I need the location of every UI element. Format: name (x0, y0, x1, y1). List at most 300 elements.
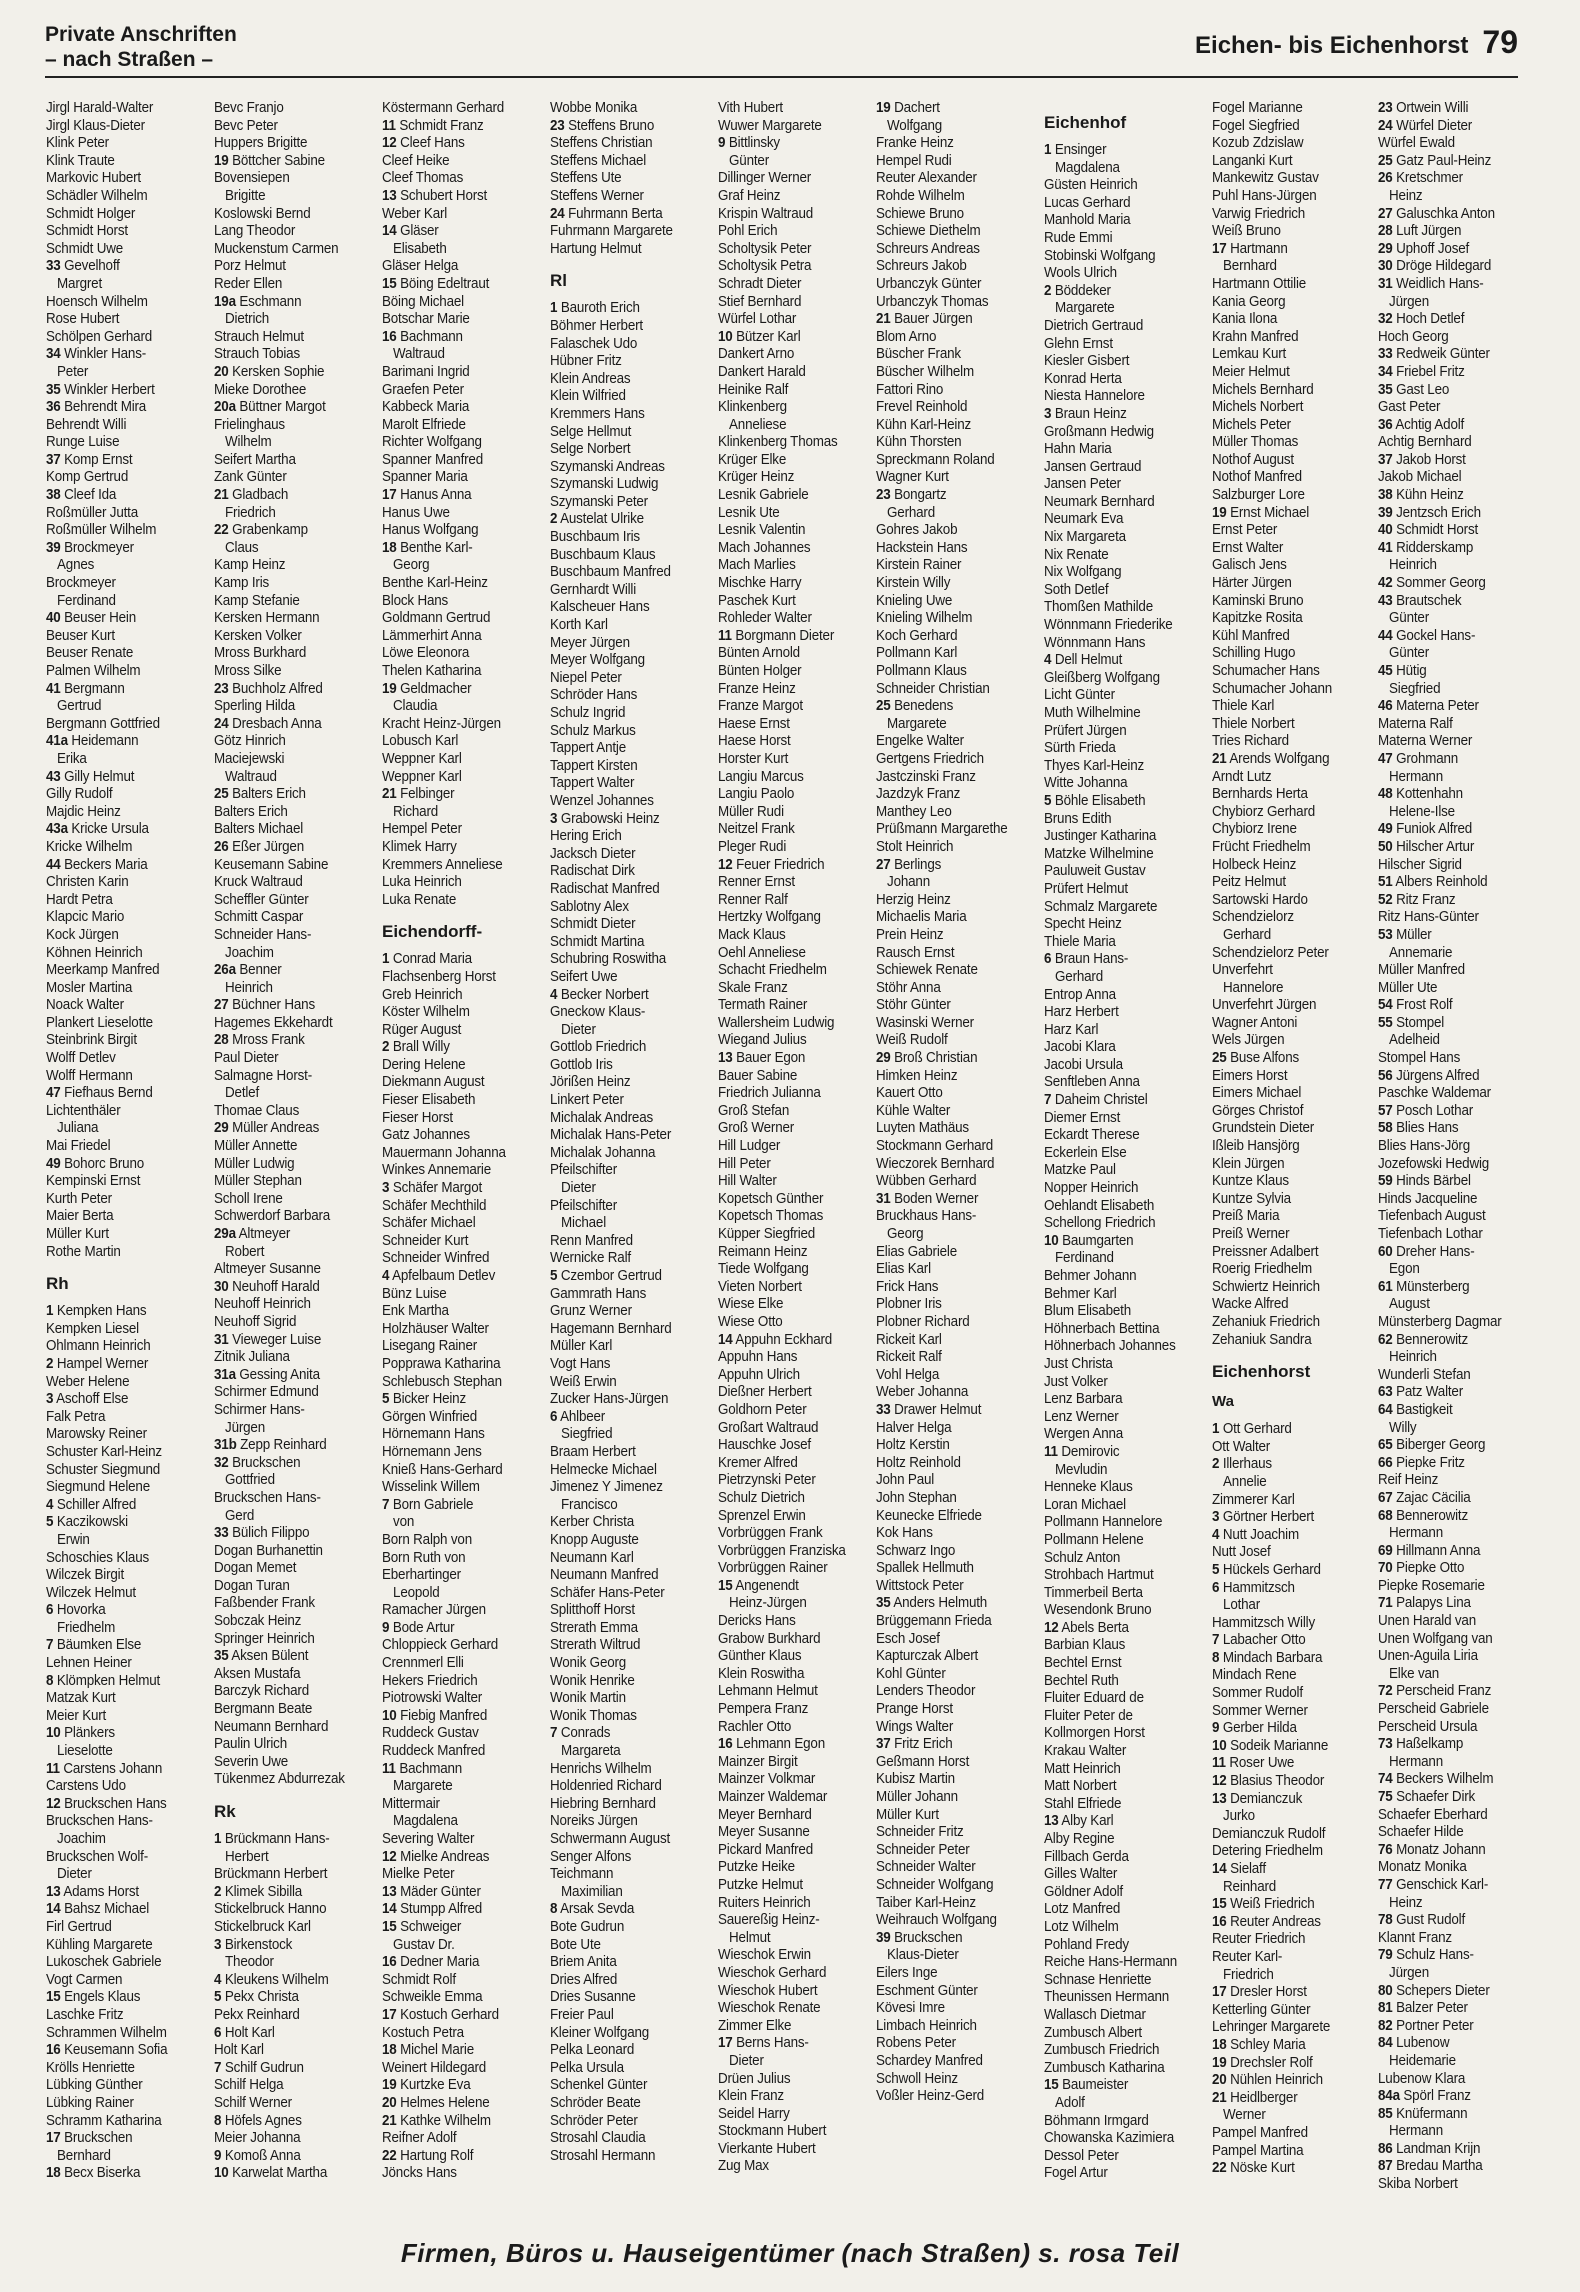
directory-entry: Dogan Memet (214, 1560, 297, 1577)
street-heading: Eichenhof (1044, 113, 1127, 132)
entry-continuation: Werner (1223, 2107, 1266, 2124)
directory-entry: Wobbe Monika (550, 100, 638, 116)
house-number: 5 (1044, 792, 1052, 809)
directory-entry: Stompel Hans (1378, 1050, 1461, 1067)
directory-entry: 62 Bennerowitz (1378, 1331, 1468, 1348)
directory-entry: Kühn Karl-Heinz (876, 416, 972, 433)
directory-entry: Botschar Marie (382, 311, 470, 328)
directory-entry: Muckenstum Carmen (214, 240, 339, 257)
directory-entry: Schradt Dieter (718, 275, 802, 292)
house-number: 28 (1378, 223, 1393, 240)
directory-entry: 7 Schilf Gudrun (214, 2059, 304, 2076)
house-number: 38 (1378, 487, 1393, 504)
house-number: 70 (1378, 1560, 1393, 1577)
directory-entry: Stockmann Gerhard (876, 1138, 994, 1155)
directory-entry: Kühle Walter (876, 1102, 951, 1119)
entry-continuation: Joachim (57, 1831, 106, 1847)
directory-entry: 55 Stompel (1378, 1014, 1445, 1031)
directory-entry: Unen Wolfgang van (1378, 1630, 1493, 1647)
house-number: 51 (1378, 874, 1393, 891)
directory-entry: Faßbender Frank (214, 1595, 315, 1612)
directory-entry: Schnase Henriette (1044, 1971, 1152, 1988)
directory-entry: Schölpen Gerhard (46, 328, 153, 345)
house-number: 27 (876, 856, 891, 873)
directory-entry: 39 Brockmeyer (46, 539, 134, 556)
house-number: 64 (1378, 1401, 1393, 1418)
directory-entry: Zumbusch Albert (1044, 2024, 1142, 2041)
house-number: 43a (46, 821, 68, 838)
directory-entry: Rickeit Karl (876, 1331, 942, 1348)
directory-entry: 14 Sielaff (1212, 1861, 1266, 1877)
directory-entry: 35 Gast Leo (1378, 381, 1450, 398)
directory-entry: Müller Ludwig (214, 1155, 295, 1172)
directory-entry: Kleiner Wolfgang (550, 2024, 650, 2041)
directory-entry: Tries Richard (1212, 733, 1289, 750)
directory-entry: 73 Haßelkamp (1378, 1736, 1464, 1753)
directory-entry: Porz Helmut (214, 258, 286, 275)
directory-entry: Manhold Maria (1044, 212, 1131, 229)
directory-entry: Spanner Manfred (382, 451, 483, 468)
directory-entry: Hertzky Wolfgang (718, 909, 821, 926)
directory-entry: Jörißen Heinz (550, 1074, 631, 1091)
directory-entry: Steffens Christian (550, 135, 653, 152)
directory-entry: Arndt Lutz (1212, 768, 1272, 785)
directory-entry: Ott Walter (1212, 1438, 1271, 1455)
house-number: 11 (1212, 1755, 1226, 1772)
entry-continuation: Gerhard (887, 504, 936, 521)
directory-entry: Ruiters Heinrich (718, 1894, 811, 1911)
directory-entry: Grundstein Dieter (1212, 1120, 1315, 1137)
house-number: 21 (876, 311, 891, 328)
directory-entry: Schendzielorz Peter (1212, 944, 1329, 961)
directory-entry: Knieling Uwe (876, 592, 953, 609)
directory-entry: Esch Josef (876, 1630, 940, 1647)
directory-entry: 58 Blies Hans (1378, 1120, 1459, 1137)
directory-entry: Eckardt Therese (1044, 1127, 1140, 1144)
directory-entry: Tiefenbach Lothar (1378, 1226, 1483, 1242)
directory-entry: Schneider Hans- (214, 926, 312, 943)
directory-entry: Schubring Roswitha (550, 951, 667, 968)
entry-continuation: Waltraud (393, 346, 445, 363)
house-number: 7 (1212, 1632, 1220, 1649)
directory-entry: Sartowski Hardo (1212, 891, 1308, 908)
directory-entry: Glehn Ernst (1044, 335, 1113, 352)
house-number: 9 (1212, 1720, 1220, 1737)
entry-continuation: Claudia (393, 698, 438, 715)
directory-entry: Höhnerbach Johannes (1044, 1338, 1176, 1355)
directory-entry: 21 Heidlberger (1212, 2089, 1298, 2106)
directory-entry: Mittermair (382, 1795, 440, 1812)
house-number: 68 (1378, 1507, 1393, 1524)
directory-entry: Schreurs Jakob (876, 258, 967, 275)
directory-entry: 28 Mross Frank (214, 1032, 305, 1049)
directory-entry: Hübner Fritz (550, 353, 622, 370)
directory-entry: Matzke Paul (1044, 1162, 1116, 1179)
directory-entry: Frielinghaus (214, 416, 285, 433)
house-number: 35 (876, 1595, 891, 1612)
entry-continuation: Lothar (1223, 1597, 1261, 1614)
directory-entry: Sürth Frieda (1044, 740, 1116, 757)
directory-entry: Hörnemann Hans (382, 1426, 485, 1443)
house-number: 4 (214, 1971, 222, 1988)
directory-entry: 33 Redweik Günter (1378, 346, 1490, 363)
directory-entry: 31b Zepp Reinhard (214, 1437, 327, 1454)
directory-column-1 (46, 100, 216, 2212)
directory-entry: Klink Traute (46, 152, 115, 169)
directory-entry: Hoch Georg (1378, 328, 1449, 345)
house-number: 4 (46, 1496, 54, 1513)
directory-entry: Schädler Wilhelm (46, 187, 148, 204)
directory-entry: 37 Fritz Erich (876, 1736, 953, 1753)
directory-entry: Pelka Leonard (550, 2042, 635, 2059)
directory-entry: Runge Luise (46, 434, 120, 451)
directory-entry: 19 Böttcher Sabine (214, 152, 325, 169)
house-number: 4 (382, 1268, 390, 1284)
house-number: 17 (718, 2035, 733, 2052)
directory-entry: Meyer Jürgen (550, 634, 630, 651)
directory-entry: Dries Alfred (550, 1971, 618, 1988)
directory-entry: Würfel Lothar (718, 311, 797, 328)
directory-entry: Lehringer Margarete (1212, 2019, 1331, 2036)
directory-entry: Witte Johanna (1044, 775, 1128, 792)
directory-entry: Bovensiepen (214, 170, 290, 187)
directory-entry: Rude Emmi (1044, 229, 1113, 246)
directory-entry: Ketterling Günter (1212, 2001, 1311, 2018)
directory-entry: Göldner Adolf (1044, 1883, 1123, 1900)
directory-entry: 5 Böhle Elisabeth (1044, 792, 1146, 809)
directory-entry: Eilers Inge (876, 1964, 938, 1981)
directory-entry: Zumbusch Friedrich (1044, 2042, 1160, 2059)
directory-entry: Beuser Kurt (46, 627, 115, 644)
directory-entry: Schneider Fritz (876, 1824, 964, 1841)
house-number: 19 (876, 100, 891, 116)
directory-entry: Harz Karl (1044, 1021, 1099, 1038)
house-number: 14 (46, 1901, 61, 1918)
directory-entry: 68 Bennerowitz (1378, 1507, 1468, 1524)
directory-entry: Weber Helene (46, 1373, 130, 1390)
directory-entry: 15 Schweiger (382, 1918, 462, 1935)
directory-entry: 84a Spörl Franz (1378, 2088, 1471, 2105)
directory-entry: Manthey Leo (876, 803, 952, 820)
house-number: 29 (214, 1120, 229, 1137)
directory-entry: 29 Uphoff Josef (1378, 240, 1470, 257)
directory-entry: Böhmann Irmgard (1044, 2112, 1149, 2129)
directory-entry: Muth Wilhelmine (1044, 705, 1141, 721)
directory-entry: Groß Stefan (718, 1102, 790, 1119)
directory-entry: Blies Hans-Jörg (1378, 1138, 1471, 1155)
directory-entry: 10 Fiebig Manfred (382, 1707, 488, 1724)
directory-entry: Thiele Maria (1044, 933, 1116, 950)
directory-entry: Neumann Karl (550, 1549, 634, 1566)
house-number: 5 (214, 1989, 222, 2006)
entry-continuation: Wilhelm (225, 434, 272, 451)
directory-entry: 1 Ott Gerhard (1212, 1421, 1292, 1438)
directory-entry: 87 Bredau Martha (1378, 2158, 1483, 2175)
directory-entry: Jöncks Hans (382, 2165, 457, 2182)
house-number: 2 (46, 1355, 54, 1372)
directory-entry: Skale Franz (718, 979, 788, 996)
directory-entry: 2 Klimek Sibilla (214, 1883, 303, 1900)
house-number: 37 (1378, 451, 1393, 468)
directory-entry: Unen-Aguila Liria (1378, 1648, 1478, 1665)
directory-entry: Salzburger Lore (1212, 487, 1305, 504)
house-number: 13 (382, 1883, 397, 1900)
directory-entry: 5 Pekx Christa (214, 1989, 299, 2006)
entry-continuation: Dieter (561, 1180, 596, 1197)
directory-entry: Pfeilschifter (550, 1162, 618, 1179)
directory-entry: Wisselink Willem (382, 1479, 480, 1496)
directory-entry: Kania Ilona (1212, 311, 1278, 328)
directory-entry: Strohbach Hartmut (1044, 1567, 1154, 1584)
directory-entry: Hartung Helmut (550, 240, 642, 257)
house-number: 65 (1378, 1437, 1393, 1454)
directory-entry: Blum Elisabeth (1044, 1303, 1131, 1320)
house-number: 5 (382, 1391, 390, 1408)
directory-entry: Paulin Ulrich (214, 1736, 287, 1753)
directory-entry: Wolff Hermann (46, 1067, 133, 1084)
directory-entry: 17 Hartmann (1212, 240, 1288, 257)
directory-entry: Thomßen Mathilde (1044, 599, 1153, 616)
house-number: 2 (1212, 1456, 1220, 1473)
directory-entry: Wallersheim Ludwig (718, 1014, 835, 1031)
directory-entry: Born Ruth von (382, 1549, 466, 1566)
directory-entry: Selge Hellmut (550, 423, 632, 440)
house-number: 60 (1378, 1243, 1393, 1260)
directory-entry: Scheffler Günter (214, 891, 309, 908)
directory-entry: 19 Ernst Michael (1212, 504, 1310, 521)
directory-entry: Klinkenberg Thomas (718, 434, 838, 451)
directory-entry: Kricke Wilhelm (46, 838, 133, 855)
directory-entry: Reimann Heinz (718, 1243, 808, 1260)
directory-entry: Matzke Wilhelmine (1044, 845, 1154, 862)
directory-entry: Fluiter Eduard de (1044, 1690, 1144, 1707)
directory-entry: Bernhards Herta (1212, 786, 1308, 803)
house-number: 12 (718, 856, 733, 873)
directory-entry: Bruckschen Wolf- (46, 1848, 149, 1865)
directory-entry: Prein Heinz (876, 926, 944, 943)
directory-entry: 31a Gessing Anita (214, 1366, 320, 1383)
directory-entry: Gottlob Friedrich (550, 1039, 647, 1056)
entry-continuation: Hermann (1389, 1525, 1443, 1542)
directory-entry: 51 Albers Reinhold (1378, 874, 1488, 891)
directory-entry: Eckerlein Else (1044, 1144, 1127, 1161)
directory-entry: Chowanska Kazimiera (1044, 2130, 1175, 2147)
directory-entry: Plobner Richard (876, 1313, 970, 1330)
entry-continuation: Waltraud (225, 768, 277, 785)
directory-entry: Gläser Helga (382, 258, 459, 275)
directory-entry: Palmen Wilhelm (46, 663, 141, 679)
directory-entry: Küpper Siegfried (718, 1226, 816, 1242)
house-number: 19 (382, 2077, 397, 2094)
directory-entry: Knieß Hans-Gerhard (382, 1461, 503, 1478)
house-number: 84a (1378, 2088, 1400, 2105)
directory-entry: Benthe Karl-Heinz (382, 575, 488, 592)
entry-continuation: Margarete (887, 715, 947, 732)
house-number: 26 (214, 838, 229, 855)
directory-entry: Senger Alfons (550, 1848, 632, 1865)
directory-entry: Brückmann Herbert (214, 1866, 328, 1883)
directory-entry: 17 Bruckschen (46, 2130, 133, 2147)
directory-entry: 53 Müller (1378, 926, 1432, 943)
directory-entry: Krahn Manfred (1212, 328, 1299, 345)
directory-entry: Müller Annette (214, 1138, 298, 1155)
directory-entry: Putzke Heike (718, 1859, 795, 1876)
house-number: 52 (1378, 891, 1393, 908)
directory-entry: 61 Münsterberg (1378, 1278, 1470, 1295)
directory-entry: Kapitzke Rosita (1212, 610, 1303, 627)
directory-entry: 2 Hampel Werner (46, 1355, 149, 1372)
directory-entry: Schardey Manfred (876, 2052, 983, 2069)
directory-entry: 50 Hilscher Artur (1378, 838, 1475, 855)
directory-entry: 12 Mielke Andreas (382, 1848, 490, 1865)
directory-entry: 17 Dresler Horst (1212, 1984, 1307, 2001)
house-number: 10 (382, 1707, 397, 1724)
directory-entry: Kostuch Petra (382, 2024, 464, 2041)
directory-entry: Gilles Walter (1044, 1866, 1118, 1883)
directory-entry: 8 Klömpken Helmut (46, 1672, 161, 1689)
directory-entry: Lehnen Heiner (46, 1655, 132, 1672)
entry-continuation: Jurko (1223, 1808, 1255, 1825)
house-number: 8 (46, 1672, 54, 1689)
house-number: 38 (46, 487, 61, 504)
directory-entry: Puhl Hans-Jürgen (1212, 187, 1317, 204)
directory-entry: Bauer Sabine (718, 1067, 798, 1084)
directory-entry: 41a Heidemann (46, 733, 139, 750)
directory-entry: Mauermann Johanna (382, 1144, 506, 1161)
directory-entry: Weihrauch Wolfgang (876, 1912, 997, 1929)
directory-entry: Goldhorn Peter (718, 1401, 807, 1418)
directory-entry: Vierkante Hubert (718, 2140, 816, 2157)
directory-entry: Dericks Hans (718, 1613, 796, 1630)
directory-entry: 27 Berlings (876, 856, 942, 873)
directory-entry: Kohl Günter (876, 1665, 946, 1682)
directory-entry: Harz Herbert (1044, 1004, 1119, 1021)
directory-entry: Just Volker (1044, 1373, 1108, 1390)
directory-entry: Reif Heinz (1378, 1472, 1439, 1489)
directory-entry: Strauch Helmut (214, 328, 304, 345)
house-number: 10 (46, 1725, 61, 1742)
directory-entry: Demianczuk Rudolf (1212, 1825, 1326, 1842)
house-number: 17 (382, 2006, 397, 2023)
directory-entry: Lehmann Helmut (718, 1683, 818, 1700)
directory-entry: 23 Steffens Bruno (550, 117, 655, 134)
directory-entry: 11 Borgmann Dieter (718, 627, 835, 644)
directory-entry: Schirmer Hans- (214, 1401, 305, 1418)
directory-entry: Hagemes Ekkehardt (214, 1014, 333, 1031)
directory-entry: Münsterberg Dagmar (1378, 1313, 1502, 1330)
house-number: 34 (1378, 363, 1393, 380)
entry-continuation: Michael (561, 1215, 607, 1232)
directory-columns (46, 100, 1526, 2212)
directory-entry: Dietrich Gertraud (1044, 317, 1144, 334)
directory-entry: Pollmann Hannelore (1044, 1514, 1163, 1531)
directory-entry: 1 Bauroth Erich (550, 300, 640, 317)
directory-entry: Mross Silke (214, 663, 282, 679)
house-number: 36 (1378, 416, 1393, 433)
house-number: 7 (1044, 1092, 1052, 1109)
directory-entry: Gottlob Iris (550, 1056, 613, 1073)
directory-entry: Hinds Jacqueline (1378, 1190, 1478, 1207)
directory-entry: Gohres Jakob (876, 522, 958, 539)
entry-continuation: Egon (1389, 1261, 1420, 1278)
directory-entry: 1 Ensinger (1044, 142, 1107, 158)
directory-entry: Huppers Brigitte (214, 135, 308, 152)
house-number: 53 (1378, 926, 1393, 943)
house-number: 44 (1378, 627, 1393, 644)
entry-continuation: Gottfried (225, 1472, 275, 1489)
directory-entry: Lesnik Ute (718, 504, 780, 521)
directory-entry: 49 Bohorc Bruno (46, 1155, 145, 1172)
directory-entry: Thyes Karl-Heinz (1044, 757, 1145, 774)
house-number: 13 (46, 1883, 61, 1900)
directory-entry: Urbanczyk Thomas (876, 293, 989, 310)
directory-entry: Preissner Adalbert (1212, 1243, 1319, 1260)
house-number: 29 (876, 1050, 891, 1067)
house-number: 13 (382, 187, 397, 204)
directory-entry: 5 Czembor Gertrud (550, 1268, 662, 1284)
directory-entry: Schneider Walter (876, 1859, 976, 1876)
directory-entry: Zumbusch Katharina (1044, 2059, 1165, 2076)
directory-entry: Schröder Beate (550, 2094, 641, 2111)
house-number: 32 (214, 1454, 229, 1471)
directory-entry: Schaefer Hilde (1378, 1824, 1464, 1841)
directory-entry: Schneider Wolfgang (876, 1876, 994, 1893)
directory-entry: Braam Herbert (550, 1443, 636, 1460)
directory-entry: 38 Cleef Ida (46, 487, 117, 504)
directory-entry: Mach Johannes (718, 539, 811, 556)
directory-entry: Alby Regine (1044, 1831, 1115, 1847)
entry-continuation: Ferdinand (1055, 1250, 1114, 1267)
directory-entry: Strosahl Claudia (550, 2130, 646, 2147)
house-number: 4 (1212, 1526, 1220, 1543)
directory-entry: 5 Bicker Heinz (382, 1391, 466, 1408)
directory-entry: Kempken Liesel (46, 1320, 139, 1337)
directory-entry: 4 Dell Helmut (1044, 652, 1123, 669)
directory-entry: Pekx Reinhard (214, 2006, 300, 2023)
directory-entry: Tappert Kirsten (550, 757, 638, 774)
directory-entry: Prüßmann Margarethe (876, 821, 1008, 838)
directory-entry: Szymanski Andreas (550, 458, 665, 475)
directory-entry: Kühl Manfred (1212, 627, 1290, 644)
directory-entry: Fieser Horst (382, 1109, 453, 1126)
house-number: 10 (1044, 1232, 1059, 1249)
directory-entry: Sommer Werner (1212, 1702, 1308, 1719)
directory-entry: Specht Heinz (1044, 916, 1122, 933)
house-number: 11 (382, 1760, 396, 1777)
directory-entry: Köstermann Gerhard (382, 100, 505, 116)
directory-entry: Hackstein Hans (876, 539, 968, 556)
directory-entry: Kruck Waltraud (214, 874, 303, 891)
directory-entry: Vorbrüggen Rainer (718, 1560, 828, 1577)
directory-entry: Teichmann (550, 1866, 614, 1883)
directory-entry: Hilscher Sigrid (1378, 856, 1462, 873)
directory-entry: Jozefowski Hedwig (1378, 1155, 1490, 1172)
entry-continuation: Gustav Dr. (393, 1936, 455, 1953)
directory-entry: Schlebusch Stephan (382, 1373, 502, 1390)
directory-entry: Balters Michael (214, 821, 304, 838)
directory-entry: Görgen Winfried (382, 1408, 478, 1425)
house-number: 16 (382, 328, 397, 345)
house-number: 18 (382, 539, 397, 556)
directory-entry: Pelka Ursula (550, 2059, 624, 2076)
directory-entry: Schmidt Dieter (550, 916, 636, 933)
directory-entry: Pampel Martina (1212, 2142, 1304, 2159)
house-number: 36 (46, 399, 61, 416)
directory-entry: 21 Arends Wolfgang (1212, 750, 1330, 767)
directory-entry: 2 Illerhaus (1212, 1456, 1272, 1473)
directory-entry: Luka Renate (382, 891, 457, 908)
directory-entry: Plankert Lieselotte (46, 1014, 153, 1031)
